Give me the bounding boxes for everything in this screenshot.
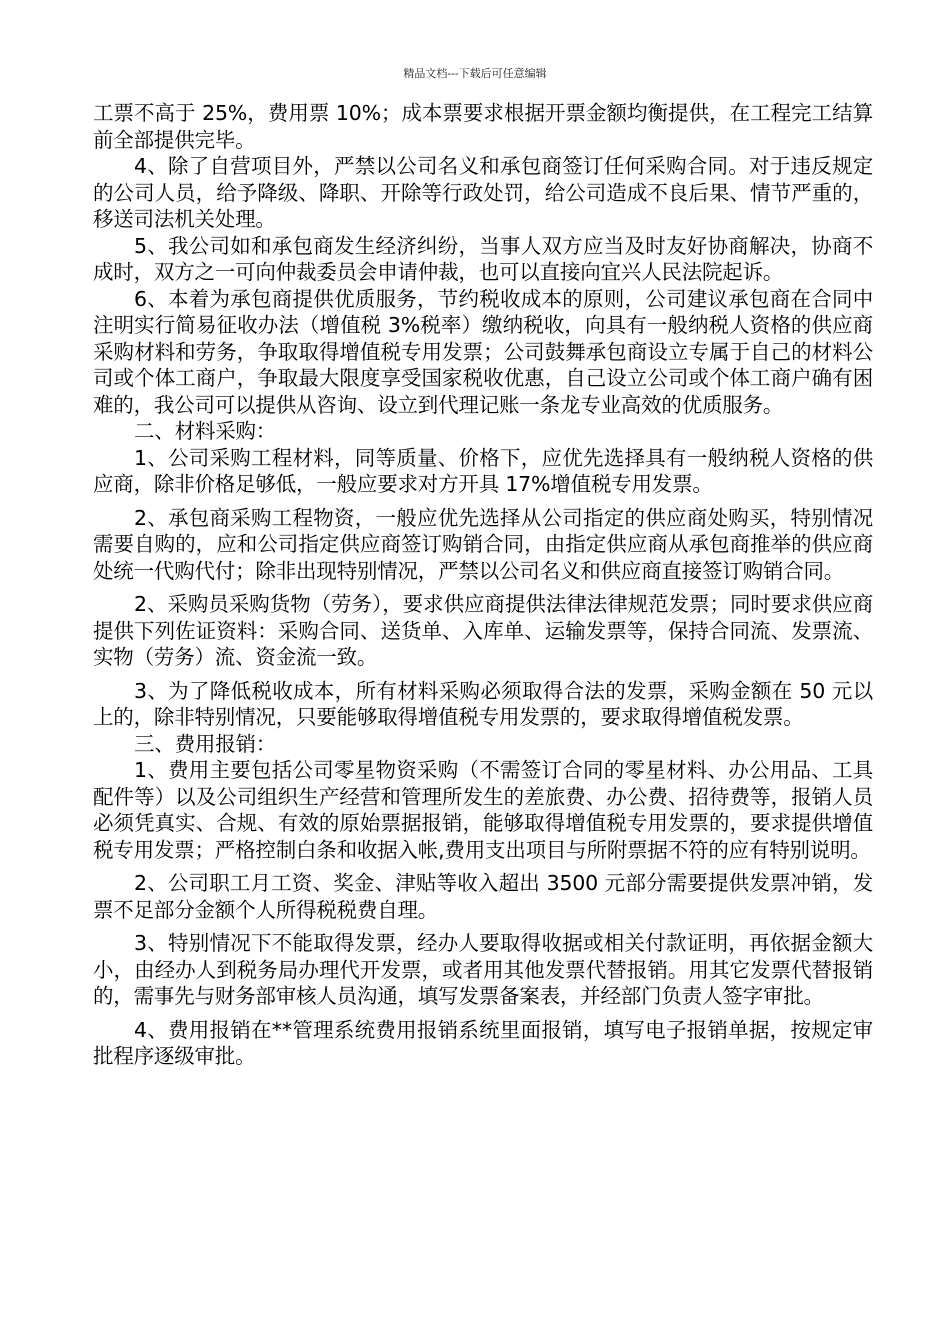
paragraph: 2、公司职工月工资、奖金、津贴等收入超出 3500 元部分需要提供发票冲销，发票不足部分金额个人所得税税费自理。 (93, 871, 873, 922)
section-heading: 二、材料采购： (134, 419, 277, 443)
document-body (93, 100, 873, 1070)
paragraph: 工票不高于 25%，费用票 10%；成本票要求根据开票金额均衡提供，在工程完工结算前全部提供完毕。 (93, 101, 873, 152)
paragraph: 2、采购员采购货物（劳务），要求供应商提供法律法律规范发票；同时要求供应商提供下列佐证资料：采购合同、送货单、入库单、运输发票等，保持合同流、发票流、实物（劳务）流、资金流一致。 (93, 592, 873, 669)
paragraph: 4、费用报销在**管理系统费用报销系统里面报销，填写电子报销单据，按规定审批程序逐级审批。 (93, 1017, 873, 1068)
paragraph: 6、本着为承包商提供优质服务，节约税收成本的原则，公司建议承包商在合同中注明实行简易征收办法（增值税 3%税率）缴纳税收，向具有一般纳税人资格的供应商采购材料和劳务，争取取得增值税专用发票；公司鼓舞承包商设立专属于自己的材料公司或个体工商户，争取最大限度享受国家税收优惠，自己设立公司或个体工商户确有困难的，我公司可以提供从咨询、设立到代理记账一条龙专业高效的优质服务。 (93, 286, 873, 417)
paragraph: 4、除了自营项目外，严禁以公司名义和承包商签订任何采购合同。对于违反规定的公司人员，给予降级、降职、开除等行政处罚，给公司造成不良后果、情节严重的，移送司法机关处理。 (93, 154, 873, 231)
page-header: 精品文档---下载后可任意编辑 (403, 67, 547, 80)
paragraph: 1、公司采购工程材料，同等质量、价格下，应优先选择具有一般纳税人资格的供应商，除非价格足够低，一般应要求对方开具 17%增值税专用发票。 (93, 445, 873, 496)
paragraph: 5、我公司如和承包商发生经济纠纷，当事人双方应当及时友好协商解决，协商不成时，双方之一可向仲裁委员会申请仲裁，也可以直接向宜兴人民法院起诉。 (93, 233, 873, 284)
paragraph: 1、费用主要包括公司零星物资采购（不需签订合同的零星材料、办公用品、工具配件等）以及公司组织生产经营和管理所发生的差旅费、办公费、招待费等，报销人员必须凭真实、合规、有效的原始票据报销，能够取得增值税专用发票的，要求提供增值税专用发票；严格控制白条和收据入帐,费用支出项目与所附票据不符的应有特别说明。 (93, 758, 873, 862)
paragraph: 3、特别情况下不能取得发票，经办人要取得收据或相关付款证明，再依据金额大小，由经办人到税务局办理代开发票，或者用其他发票代替报销。用其它发票代替报销的，需事先与财务部审核人员沟通，填写发票备案表，并经部门负责人签字审批。 (93, 931, 873, 1008)
paragraph: 2、承包商采购工程物资，一般应优先选择从公司指定的供应商处购买，特别情况需要自购的，应和公司指定供应商签订购销合同，由指定供应商从承包商推举的供应商处统一代购代付；除非出现特别情况，严禁以公司名义和供应商直接签订购销合同。 (93, 505, 873, 583)
paragraph: 3、为了降低税收成本，所有材料采购必须取得合法的发票，采购金额在 50 元以上的，除非特别情况，只要能够取得增值税专用发票的，要求取得增值税发票。 (93, 678, 873, 729)
section-heading: 三、费用报销： (134, 731, 277, 756)
